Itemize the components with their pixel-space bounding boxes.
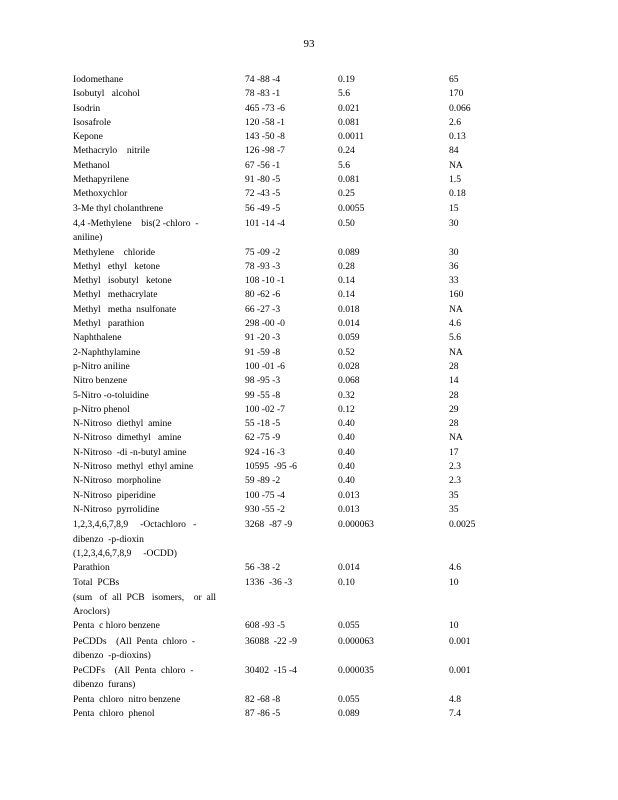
cas-number: 78 -83 -1 <box>245 88 281 100</box>
value-2: 0.0025 <box>449 519 476 531</box>
cas-number: 59 -89 -2 <box>245 475 281 487</box>
value-1: 0.021 <box>338 102 360 114</box>
cas-number: 126 -98 -7 <box>245 145 285 157</box>
chemical-name: Isosafrole <box>73 116 111 128</box>
chemical-name: N-Nitroso diethyl amine <box>73 418 172 430</box>
value-1: 0.14 <box>338 275 355 287</box>
table-row <box>73 317 543 331</box>
table-row <box>73 288 543 302</box>
table-row <box>73 460 543 474</box>
table-row <box>73 707 543 721</box>
cas-number: 78 -93 -3 <box>245 260 281 272</box>
value-2: 65 <box>449 74 459 85</box>
cas-number: 66 -27 -3 <box>245 303 281 315</box>
table-row <box>73 116 543 130</box>
table-row <box>73 474 543 488</box>
value-2: NA <box>449 432 463 444</box>
cas-number: 91 -59 -8 <box>245 346 281 358</box>
value-2: 30 <box>449 217 459 229</box>
value-1: 0.40 <box>338 461 355 473</box>
value-2: 5.6 <box>449 332 461 344</box>
chemical-name: PeCDFs (All Penta chloro - dibenzo furans) <box>73 665 194 691</box>
value-2: 14 <box>449 375 459 387</box>
value-1: 0.018 <box>338 303 360 315</box>
value-2: 4.8 <box>449 693 461 705</box>
table-row <box>73 693 543 707</box>
table-row <box>73 87 543 101</box>
table-row <box>73 360 543 374</box>
chemical-name: Penta c hloro benzene <box>73 620 160 632</box>
cas-number: 98 -95 -3 <box>245 375 281 387</box>
page-number: 93 <box>303 38 315 50</box>
chemical-name: Methanol <box>73 159 110 171</box>
table-row <box>73 274 543 288</box>
table-row <box>73 260 543 274</box>
value-1: 0.000035 <box>338 665 374 677</box>
value-2: 28 <box>449 389 459 401</box>
value-1: 0.000063 <box>338 519 374 531</box>
chemical-name: p-Nitro aniline <box>73 360 130 372</box>
value-2: 0.18 <box>449 188 466 200</box>
value-2: 0.001 <box>449 635 471 647</box>
table-row <box>73 187 543 201</box>
table-row <box>73 389 543 403</box>
table-row <box>73 159 543 173</box>
value-2: 15 <box>449 202 459 214</box>
cas-number: 101 -14 -4 <box>245 217 285 229</box>
value-1: 5.6 <box>338 88 350 100</box>
chemical-name: 4,4 -Methylene bis(2 -chloro - aniline) <box>73 217 199 244</box>
chemical-name: 5-Nitro -o-toluidine <box>73 389 149 401</box>
value-2: 7.4 <box>449 708 461 720</box>
cas-number: 3268 -87 -9 <box>245 519 293 531</box>
table-row <box>73 130 543 144</box>
chemical-name: Methyl methacrylate <box>73 289 158 301</box>
value-1: 0.24 <box>338 145 355 157</box>
cas-number: 62 -75 -9 <box>245 432 281 444</box>
value-2: NA <box>449 346 463 358</box>
value-1: 0.10 <box>338 577 355 589</box>
table-row <box>73 417 543 431</box>
chemical-name: N-Nitroso methyl ethyl amine <box>73 461 194 473</box>
cas-number: 87 -86 -5 <box>245 708 281 720</box>
cas-number: 67 -56 -1 <box>245 159 281 171</box>
cas-number: 143 -50 -8 <box>245 131 285 143</box>
chemical-name: N-Nitroso morpholine <box>73 475 161 487</box>
chemical-name: PeCDDs (All Penta chloro - dibenzo -p-dioxins) <box>73 635 196 661</box>
table-row <box>73 144 543 158</box>
chemical-name: Total PCBs (sum of all PCB isomers, or all Aroclors) <box>73 577 217 617</box>
table-row <box>73 73 543 87</box>
chemical-name: Methoxychlor <box>73 188 128 200</box>
value-1: 0.50 <box>338 217 355 229</box>
value-2: 28 <box>449 418 459 430</box>
chemical-name: Nitro benzene <box>73 375 128 387</box>
cas-number: 108 -10 -1 <box>245 275 285 287</box>
value-2: 17 <box>449 446 459 458</box>
chemical-name: 1,2,3,4,6,7,8,9 -Octachloro - dibenzo -p-dioxin (1,2,3,4,6,7,8,9 -OCDD) <box>73 519 197 559</box>
cas-number: 924 -16 -3 <box>245 446 285 458</box>
chemical-name: Isodrin <box>73 102 101 114</box>
value-2: 4.6 <box>449 318 461 330</box>
value-1: 0.055 <box>338 620 360 632</box>
table-row <box>73 503 543 517</box>
chemical-name: Naphthalene <box>73 332 122 344</box>
value-1: 0.028 <box>338 360 360 372</box>
value-1: 0.081 <box>338 174 360 186</box>
value-2: 4.6 <box>449 562 461 574</box>
chemical-name: Methyl parathion <box>73 318 145 330</box>
cas-number: 30402 -15 -4 <box>245 665 297 677</box>
value-1: 0.013 <box>338 489 360 501</box>
table-row <box>73 303 543 317</box>
table-row <box>73 576 543 619</box>
chemical-name: N-Nitroso pyrrolidine <box>73 503 160 515</box>
value-1: 0.089 <box>338 708 360 720</box>
value-2: NA <box>449 159 463 171</box>
value-1: 0.089 <box>338 246 360 258</box>
value-2: 33 <box>449 275 459 287</box>
cas-number: 72 -43 -5 <box>245 188 281 200</box>
value-2: 29 <box>449 403 459 415</box>
chemical-name: 2-Naphthylamine <box>73 346 141 358</box>
chemical-name: N-Nitroso dimethyl amine <box>73 432 182 444</box>
cas-number: 608 -93 -5 <box>245 620 285 632</box>
cas-number: 74 -88 -4 <box>245 74 281 85</box>
table-row <box>73 217 543 246</box>
table-row <box>73 246 543 260</box>
value-2: 30 <box>449 246 459 258</box>
chemical-name: p-Nitro phenol <box>73 403 130 415</box>
table-row <box>73 403 543 417</box>
cas-number: 120 -58 -1 <box>245 116 285 128</box>
chemical-name: Iodomethane <box>73 74 124 85</box>
value-1: 0.055 <box>338 693 360 705</box>
cas-number: 10595 -95 -6 <box>245 461 297 473</box>
value-1: 0.52 <box>338 346 355 358</box>
value-1: 0.014 <box>338 318 360 330</box>
value-2: 36 <box>449 260 459 272</box>
value-1: 0.0055 <box>338 202 365 214</box>
table-row <box>73 331 543 345</box>
value-2: 1.5 <box>449 174 461 186</box>
cas-number: 80 -62 -6 <box>245 289 281 301</box>
value-1: 0.19 <box>338 74 355 85</box>
value-2: 170 <box>449 88 464 100</box>
cas-number: 100 -02 -7 <box>245 403 285 415</box>
cas-number: 36088 -22 -9 <box>245 635 297 647</box>
value-1: 0.013 <box>338 503 360 515</box>
value-2: 84 <box>449 145 459 157</box>
value-1: 0.014 <box>338 562 360 574</box>
value-2: 160 <box>449 289 464 301</box>
value-2: 2.3 <box>449 475 461 487</box>
value-2: 28 <box>449 360 459 372</box>
table-row <box>73 173 543 187</box>
chemical-name: N-Nitroso -di -n-butyl amine <box>73 446 187 458</box>
table-row <box>73 518 543 561</box>
value-1: 0.081 <box>338 116 360 128</box>
chemical-name: Parathion <box>73 562 110 574</box>
chemical-name: Kepone <box>73 131 103 143</box>
value-2: 2.6 <box>449 116 461 128</box>
cas-number: 465 -73 -6 <box>245 102 285 114</box>
chemical-name: 3-Me thyl cholanthrene <box>73 202 164 214</box>
cas-number: 1336 -36 -3 <box>245 577 293 589</box>
cas-number: 91 -20 -3 <box>245 332 281 344</box>
value-2: NA <box>449 303 463 315</box>
value-1: 0.28 <box>338 260 355 272</box>
table-row <box>73 664 543 693</box>
cas-number: 56 -38 -2 <box>245 562 281 574</box>
cas-number: 100 -01 -6 <box>245 360 285 372</box>
cas-number: 99 -55 -8 <box>245 389 281 401</box>
value-2: 2.3 <box>449 461 461 473</box>
value-1: 0.068 <box>338 375 360 387</box>
table-row <box>73 102 543 116</box>
chemical-name: Methyl isobutyl ketone <box>73 275 172 287</box>
value-1: 0.14 <box>338 289 355 301</box>
value-1: 0.32 <box>338 389 355 401</box>
table-row <box>73 431 543 445</box>
cas-number: 91 -80 -5 <box>245 174 281 186</box>
chemical-table <box>73 73 543 721</box>
value-2: 0.066 <box>449 102 471 114</box>
value-1: 0.059 <box>338 332 360 344</box>
chemical-name: Methyl ethyl ketone <box>73 260 160 272</box>
value-1: 0.40 <box>338 446 355 458</box>
chemical-name: N-Nitroso piperidine <box>73 489 156 501</box>
chemical-name: Penta chloro phenol <box>73 708 155 720</box>
table-row <box>73 561 543 575</box>
cas-number: 298 -00 -0 <box>245 318 285 330</box>
value-2: 10 <box>449 620 459 632</box>
table-row <box>73 346 543 360</box>
cas-number: 100 -75 -4 <box>245 489 285 501</box>
chemical-name: Penta chloro nitro benzene <box>73 693 181 705</box>
chemical-name: Isobutyl alcohol <box>73 88 140 100</box>
value-2: 0.13 <box>449 131 466 143</box>
value-2: 35 <box>449 489 459 501</box>
chemical-name: Methyl metha nsulfonate <box>73 303 177 315</box>
value-1: 0.40 <box>338 418 355 430</box>
value-2: 35 <box>449 503 459 515</box>
chemical-name: Methacrylo nitrile <box>73 145 150 157</box>
cas-number: 930 -55 -2 <box>245 503 285 515</box>
value-1: 0.0011 <box>338 131 365 143</box>
value-2: 0.001 <box>449 665 471 677</box>
cas-number: 82 -68 -8 <box>245 693 281 705</box>
value-1: 0.12 <box>338 403 355 415</box>
chemical-name: Methylene chloride <box>73 246 156 258</box>
chemical-name: Methapyrilene <box>73 174 129 186</box>
value-1: 0.40 <box>338 432 355 444</box>
value-2: 10 <box>449 577 459 589</box>
cas-number: 56 -49 -5 <box>245 202 281 214</box>
table-row <box>73 489 543 503</box>
table-row <box>73 202 543 216</box>
table-row <box>73 374 543 388</box>
value-1: 0.000063 <box>338 635 374 647</box>
value-1: 5.6 <box>338 159 350 171</box>
cas-number: 55 -18 -5 <box>245 418 281 430</box>
cas-number: 75 -09 -2 <box>245 246 281 258</box>
table-row <box>73 446 543 460</box>
table-row <box>73 619 543 633</box>
value-1: 0.40 <box>338 475 355 487</box>
value-1: 0.25 <box>338 188 355 200</box>
table-row <box>73 635 543 664</box>
